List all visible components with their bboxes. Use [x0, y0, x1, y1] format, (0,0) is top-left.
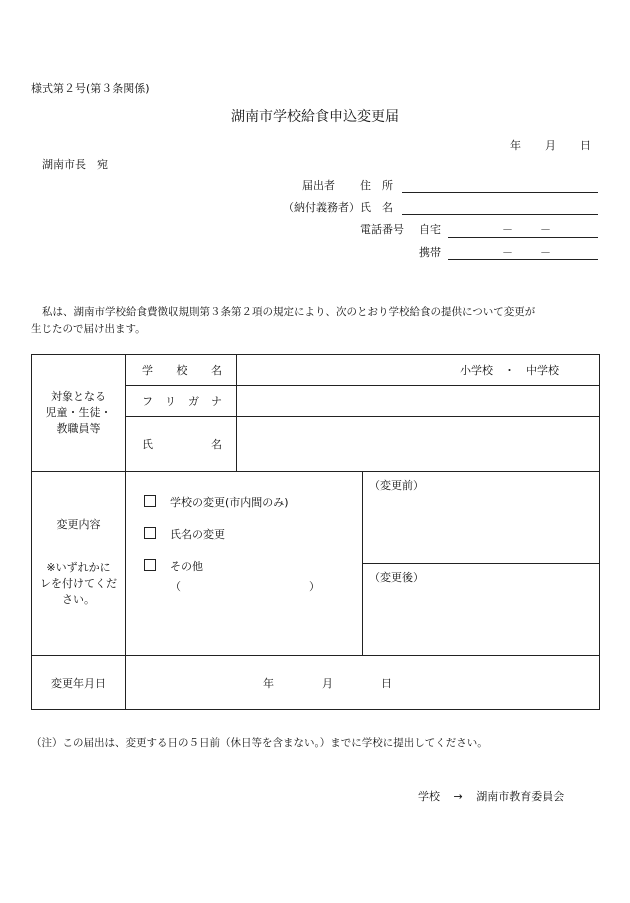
mobile-phone-dash-1: －: [502, 246, 513, 259]
checkbox-icon[interactable]: [144, 527, 156, 539]
page-title: 湖南市学校給食申込変更届: [231, 109, 399, 125]
arrow-right-icon: →: [453, 790, 463, 803]
change-options-cell: [126, 472, 363, 656]
student-name-label: 氏 名: [142, 438, 222, 451]
instruction-line: レを付けてくだ: [40, 577, 117, 590]
target-label-line: 児童・生徒・: [45, 406, 112, 419]
change-date-day: 日: [381, 676, 392, 690]
target-label-cell: [32, 355, 126, 472]
address-label: 住 所: [360, 179, 393, 192]
furigana-label: フ リ ガ ナ: [142, 395, 222, 408]
target-label-line: 対象となる: [51, 390, 106, 403]
form-number: 様式第２号(第３条関係): [31, 82, 150, 95]
change-date-field[interactable]: [126, 656, 600, 710]
applicant-label: 届出者: [302, 179, 335, 192]
change-date-label: 変更年月日: [51, 676, 106, 690]
routing-to: 湖南市教育委員会: [476, 790, 565, 803]
option-name-change[interactable]: 氏名の変更: [144, 526, 362, 542]
role-label: （納付義務者）: [283, 201, 360, 214]
date-day-label: 日: [580, 139, 591, 152]
body-text-line-2: 生じたので届け出ます。: [31, 323, 146, 335]
instruction-line: さい。: [62, 593, 95, 606]
change-form-table: [31, 354, 600, 710]
addressee: 湖南市長 宛: [42, 158, 108, 171]
before-change-label: （変更前）: [369, 479, 424, 492]
checkbox-icon[interactable]: [144, 495, 156, 507]
other-detail-field[interactable]: （ ）: [170, 580, 320, 593]
date-month-label: 月: [545, 139, 556, 152]
school-name-label-cell: [126, 355, 237, 386]
mobile-phone-field-line[interactable]: [448, 259, 598, 260]
home-phone-dash-2: －: [540, 223, 551, 236]
after-change-field[interactable]: [363, 564, 600, 656]
body-text-line-1: 私は、湖南市学校給食費徴収規則第３条第２項の規定により、次のとおり学校給食の提供について変更が: [42, 306, 536, 318]
phone-label: 電話番号: [360, 223, 404, 236]
routing: [418, 788, 564, 804]
name-field-line[interactable]: [402, 214, 598, 215]
change-date-year: 年: [263, 676, 274, 690]
home-phone-field-line[interactable]: [448, 237, 598, 238]
checkbox-icon[interactable]: [144, 559, 156, 571]
address-field-line[interactable]: [402, 192, 598, 193]
change-date-label-cell: [32, 656, 126, 710]
routing-from: 学校: [418, 790, 440, 803]
change-content-label: 変更内容: [56, 518, 101, 531]
mobile-phone-dash-2: －: [540, 246, 551, 259]
change-date-month: 月: [322, 676, 333, 690]
student-name-field[interactable]: [237, 417, 600, 472]
after-change-label: （変更後）: [369, 571, 424, 584]
change-content-label-cell: [32, 472, 126, 656]
option-other[interactable]: その他: [144, 558, 362, 574]
name-label: 氏 名: [360, 201, 393, 214]
footnote: （注）この届出は、変更する日の５日前（休日等を含まない。）までに学校に提出してください。: [31, 737, 488, 749]
furigana-field[interactable]: [237, 386, 600, 417]
school-name-label: 学 校 名: [142, 364, 222, 377]
instruction-line: ※いずれかに: [46, 561, 111, 574]
option-school-change[interactable]: 学校の変更(市内間のみ): [144, 494, 362, 510]
home-phone-label: 自宅: [419, 223, 441, 236]
school-type-options: 小学校 ・ 中学校: [460, 364, 559, 377]
school-name-field[interactable]: [237, 355, 600, 386]
target-label-line: 教職員等: [56, 422, 101, 435]
home-phone-dash-1: －: [502, 223, 513, 236]
furigana-label-cell: [126, 386, 237, 417]
date-year-label: 年: [510, 139, 521, 152]
before-change-field[interactable]: [363, 472, 600, 564]
student-name-label-cell: [126, 417, 237, 472]
mobile-phone-label: 携帯: [419, 246, 441, 259]
